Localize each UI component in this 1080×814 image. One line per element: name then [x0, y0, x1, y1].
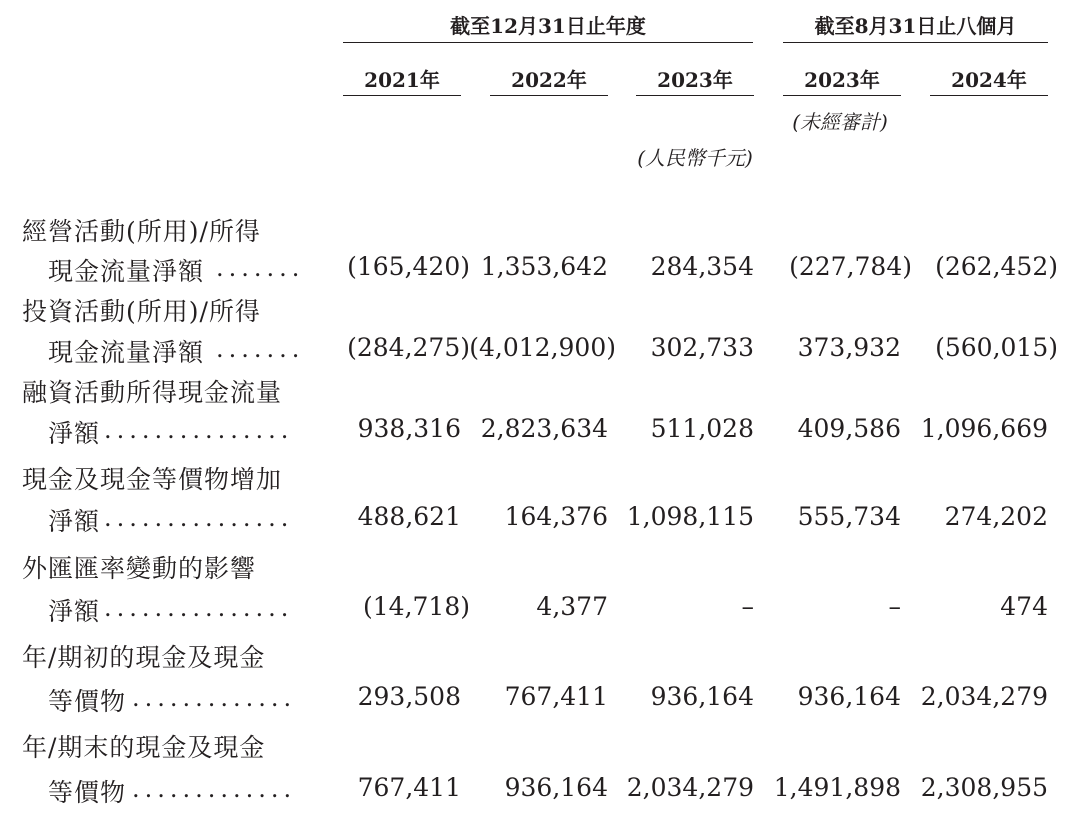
cell-closing-cash-2022: 936,164 — [504, 773, 608, 802]
cell-financing-2023-8m: 409,586 — [797, 414, 901, 443]
cell-financing-2023-fy: 511,028 — [650, 414, 754, 443]
cell-operating-2023-8m: (227,784) — [789, 252, 912, 281]
group-rule-eight-months — [783, 42, 1048, 43]
row-label-opening-cash-line2: 等價物 — [48, 687, 127, 716]
cell-investing-2021: (284,275) — [347, 333, 470, 362]
dot-leader: ....... — [216, 335, 305, 363]
unaudited-note: (未經審計) — [792, 110, 888, 134]
row-label-operating-line1: 經營活動(所用)/所得 — [22, 217, 261, 246]
cell-opening-cash-2024-8m: 2,034,279 — [920, 682, 1048, 711]
cell-operating-2021: (165,420) — [347, 252, 470, 281]
cell-financing-2024-8m: 1,096,669 — [920, 414, 1048, 443]
cell-fx-effect-2024-8m: 474 — [1000, 592, 1048, 621]
column-rule-2021 — [343, 95, 461, 96]
column-header-2021: 2021年 — [364, 68, 440, 92]
column-header-2023-8m: 2023年 — [804, 68, 880, 92]
dot-leader: ............. — [132, 775, 297, 803]
column-header-2022: 2022年 — [511, 68, 587, 92]
row-label-closing-cash-line2: 等價物 — [48, 778, 127, 807]
cell-opening-cash-2022: 767,411 — [504, 682, 608, 711]
dot-leader: ............... — [104, 504, 294, 532]
group-header-fiscal-year: 截至12月31日止年度 — [450, 14, 646, 38]
cell-investing-2023-fy: 302,733 — [650, 333, 754, 362]
group-rule-fiscal-year — [343, 42, 753, 43]
cell-opening-cash-2021: 293,508 — [357, 682, 461, 711]
cell-investing-2024-8m: (560,015) — [935, 333, 1058, 362]
row-label-investing-line1: 投資活動(所用)/所得 — [22, 297, 261, 326]
cell-net-increase-2023-8m: 555,734 — [797, 502, 901, 531]
cell-opening-cash-2023-8m: 936,164 — [797, 682, 901, 711]
cell-financing-2022: 2,823,634 — [480, 414, 608, 443]
unit-note: (人民幣千元) — [637, 146, 753, 170]
row-label-financing-line1: 融資活動所得現金流量 — [22, 378, 283, 407]
cell-opening-cash-2023-fy: 936,164 — [650, 682, 754, 711]
cell-closing-cash-2023-fy: 2,034,279 — [626, 773, 754, 802]
dot-leader: ............... — [104, 594, 294, 622]
cell-financing-2021: 938,316 — [357, 414, 461, 443]
column-rule-2023-fy — [636, 95, 754, 96]
row-label-net-increase-line2: 淨額 — [48, 507, 101, 536]
dot-leader: ............. — [132, 684, 297, 712]
cell-fx-effect-2023-8m: – — [888, 592, 901, 621]
cell-operating-2022: 1,353,642 — [480, 252, 608, 281]
cell-investing-2023-8m: 373,932 — [797, 333, 901, 362]
row-label-fx-effect-line2: 淨額 — [48, 597, 101, 626]
column-header-2024-8m: 2024年 — [951, 68, 1027, 92]
row-label-closing-cash-line1: 年/期末的現金及現金 — [22, 733, 266, 762]
row-label-investing-line2: 現金流量淨額 — [48, 338, 205, 367]
cell-fx-effect-2021: (14,718) — [363, 592, 470, 621]
cell-closing-cash-2024-8m: 2,308,955 — [920, 773, 1048, 802]
row-label-operating-line2: 現金流量淨額 — [48, 257, 205, 286]
cell-closing-cash-2023-8m: 1,491,898 — [773, 773, 901, 802]
cell-fx-effect-2023-fy: – — [741, 592, 754, 621]
group-header-eight-months: 截至8月31日止八個月 — [814, 14, 1017, 38]
cell-net-increase-2022: 164,376 — [504, 502, 608, 531]
dot-leader: ............... — [104, 416, 294, 444]
cell-operating-2024-8m: (262,452) — [935, 252, 1058, 281]
cell-investing-2022: (4,012,900) — [469, 333, 616, 362]
cell-net-increase-2021: 488,621 — [357, 502, 461, 531]
cell-closing-cash-2021: 767,411 — [357, 773, 461, 802]
column-rule-2023-8m — [783, 95, 901, 96]
cell-fx-effect-2022: 4,377 — [536, 592, 608, 621]
dot-leader: ....... — [216, 254, 305, 282]
row-label-net-increase-line1: 現金及現金等價物增加 — [22, 465, 283, 494]
cell-net-increase-2024-8m: 274,202 — [944, 502, 1048, 531]
cell-net-increase-2023-fy: 1,098,115 — [626, 502, 754, 531]
column-header-2023-fy: 2023年 — [657, 68, 733, 92]
column-rule-2024-8m — [930, 95, 1048, 96]
row-label-opening-cash-line1: 年/期初的現金及現金 — [22, 643, 266, 672]
row-label-financing-line2: 淨額 — [48, 419, 101, 448]
row-label-fx-effect-line1: 外匯匯率變動的影響 — [22, 554, 257, 583]
column-rule-2022 — [490, 95, 608, 96]
cell-operating-2023-fy: 284,354 — [650, 252, 754, 281]
